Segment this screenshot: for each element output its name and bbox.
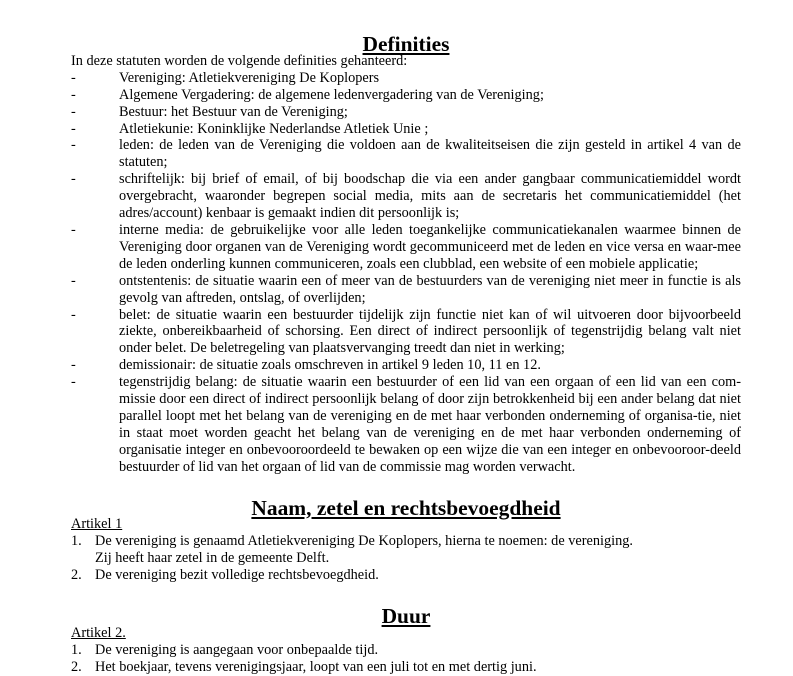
item-number: 1. [71, 533, 82, 550]
item-line: Zij heeft haar zetel in de gemeente Delft. [95, 550, 330, 567]
definition-item [71, 357, 741, 374]
definition-item [71, 137, 741, 171]
section-duur [71, 604, 741, 676]
list-item [71, 642, 741, 659]
heading-definities: Definities [362, 32, 450, 56]
definition-item [71, 70, 741, 87]
definition-item [71, 121, 741, 138]
list-item [71, 533, 741, 567]
heading-naam-zetel: Naam, zetel en rechtsbevoegdheid [251, 495, 561, 520]
definition-text: ontstentenis: de situatie waarin een of meer van de bestuurders van de vereniging niet meer in functie is als gevolg van aftreden, ontslag, of overlijden; [119, 272, 741, 306]
definition-item [71, 222, 741, 273]
definition-text: Vereniging: Atletiekvereniging De Koplopers [119, 69, 380, 86]
bullet-dash: - [71, 374, 76, 391]
heading-duur: Duur [381, 604, 431, 629]
definition-text: belet: de situatie waarin een bestuurder tijdelijk zijn functie niet kan of wil uitvoeren door bijvoorbeeld ziekte, onbereikbaarheid of schorsing. Een direct of indirect persoonlijk of tegenstrijdig belang valt niet onder belet. De beletregeling van plaatsvervanging treedt dan niet in werking; [119, 306, 741, 357]
bullet-dash: - [71, 69, 76, 86]
bullet-dash: - [71, 171, 76, 188]
bullet-dash: - [71, 272, 76, 289]
bullet-dash: - [71, 306, 76, 323]
artikel-2-list [71, 642, 741, 676]
list-item [71, 659, 741, 676]
bullet-dash: - [71, 221, 76, 238]
item-line: De vereniging bezit volledige rechtsbevoegdheid. [95, 567, 379, 584]
artikel-1-list [71, 533, 741, 584]
item-line: De vereniging is genaamd Atletiekvereniging De Koplopers, hierna te noemen: de vereniging. [95, 533, 633, 550]
item-number: 1. [71, 641, 82, 658]
definition-text: demissionair: de situatie zoals omschreven in artikel 9 leden 10, 11 en 12. [119, 357, 541, 374]
bullet-dash: - [71, 137, 76, 154]
section-naam [71, 495, 741, 585]
definition-text: schriftelijk: bij brief of email, of bij boodschap die via een ander gangbaar communicatiemiddel wordt overgebracht, waaronder begrepen social media, mits aan de secretaris het communicatiemiddel (het adres/account) kenbaar is gemaakt indien dit persoonlijk is; [119, 171, 741, 222]
definition-item [71, 374, 741, 475]
artikel-2-title: Artikel 2. [71, 625, 126, 641]
item-line: De vereniging is aangegaan voor onbepaalde tijd. [95, 641, 379, 658]
definition-item [71, 104, 741, 121]
definition-text: Atletiekunie: Koninklijke Nederlandse Atletiek Unie ; [119, 120, 429, 137]
bullet-dash: - [71, 120, 76, 137]
bullet-dash: - [71, 86, 76, 103]
item-line: Het boekjaar, tevens verenigingsjaar, loopt van een juli tot en met dertig juni. [95, 658, 537, 675]
bullet-dash: - [71, 103, 76, 120]
item-number: 2. [71, 567, 82, 584]
definition-text: tegenstrijdig belang: de situatie waarin een bestuurder of een lid van een orgaan of een lid van een com-missie door een direct of indirect persoonlijk belang of door zijn betrokkenheid bij een ander belang dat niet parallel loopt met het belang van de vereniging en de met haar verbonden onderneming of organisa-tie, niet in staat moet worden geacht het belang van de vereniging en de met haar verbonden onderneming of organisatie integer en onbevooroordeeld te bewaken op een wijze die van een integer en onbevooroor-deeld bestuurder of lid van het orgaan of lid van de commissie mag worden verwacht. [119, 374, 741, 475]
definition-text: interne media: de gebruikelijke voor alle leden toegankelijke communicatiekanalen waarmee binnen de Vereniging door organen van de Vereniging wordt gecommuniceerd met de leden en vice versa en waar-mee de leden onderling kunnen communiceren, zoals een clubblad, een website of een mobiele applicatie; [119, 221, 741, 272]
list-item [71, 567, 741, 584]
definition-text: Bestuur: het Bestuur van de Vereniging; [119, 103, 348, 120]
artikel-1-title: Artikel 1 [71, 516, 123, 533]
definition-item [71, 273, 741, 307]
item-number: 2. [71, 658, 82, 675]
definition-text: Algemene Vergadering: de algemene ledenvergadering van de Vereniging; [119, 86, 544, 103]
bullet-dash: - [71, 357, 76, 374]
document-page [71, 32, 741, 676]
definities-intro: In deze statuten worden de volgende definities gehanteerd: [71, 52, 408, 69]
definition-item [71, 307, 741, 358]
definition-item [71, 87, 741, 104]
definition-item [71, 171, 741, 222]
definition-text: leden: de leden van de Vereniging die voldoen aan de kwaliteitseisen die zijn gesteld in artikel 4 van de statuten; [119, 137, 741, 171]
definitions-list [71, 70, 741, 476]
